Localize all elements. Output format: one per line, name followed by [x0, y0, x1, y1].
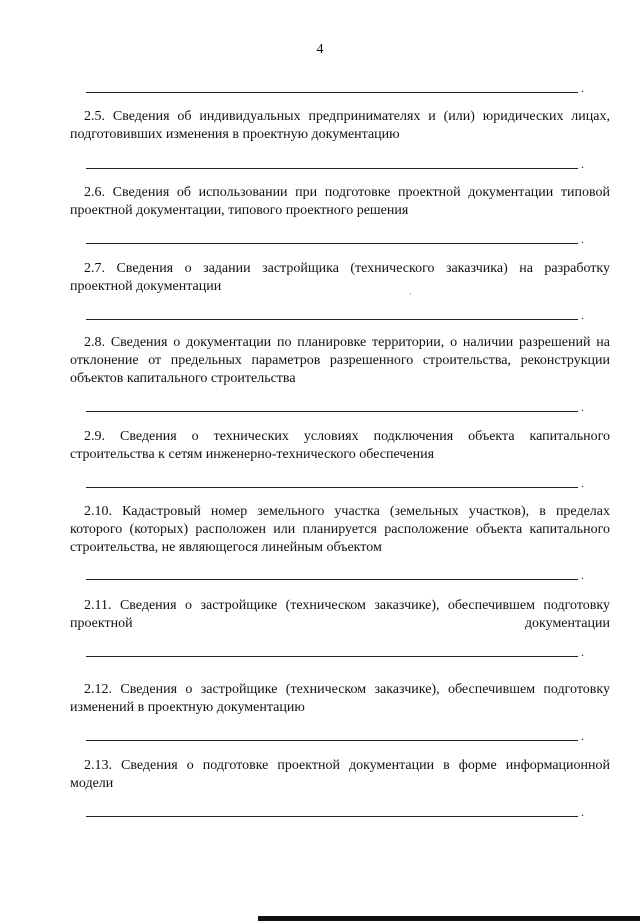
section-number: 2.8. — [84, 335, 105, 350]
section-text: Сведения об индивидуальных предпринимателях и (или) юридических лицах, подготовивших изменения в проектную документацию — [70, 109, 610, 142]
line-end-mark: . — [581, 645, 584, 659]
section-2-5 — [70, 108, 610, 144]
section-text: Кадастровый номер земельного участка (земельных участков), в пределах которого (которых) расположен или планируется расположение объекта капитального строительства, не являющегося линейным объектом — [70, 504, 611, 555]
line-end-mark: . — [581, 308, 584, 322]
page-number: 4 — [316, 42, 324, 57]
section-number: 2.7. — [84, 261, 105, 276]
section-number: 2.13. — [84, 758, 112, 773]
fill-line — [86, 308, 584, 322]
section-text: Сведения о застройщике (техническом заказчике), обеспечившем подготовку проектной документации — [70, 598, 611, 631]
section-text: Сведения о документации по планировке территории, о наличии разрешений на отклонение от предельных параметров разрешенного строительства, реконструкции объектов капитального строительства — [70, 335, 610, 386]
stray-mark: · — [409, 289, 412, 299]
section-text: Сведения о застройщике (техническом заказчике), обеспечившем подготовку изменений в проектную документацию — [70, 682, 610, 715]
section-2-11 — [70, 597, 610, 633]
line-end-mark: . — [581, 729, 584, 743]
fill-line — [86, 81, 584, 95]
section-2-7 — [70, 260, 610, 296]
section-number: 2.12. — [84, 682, 112, 697]
line-end-mark: . — [581, 805, 584, 819]
scan-edge-shadow — [258, 916, 640, 921]
section-2-13 — [70, 757, 610, 793]
fill-line — [86, 568, 584, 582]
fill-line — [86, 645, 584, 659]
line-end-mark: . — [581, 568, 584, 582]
section-text: Сведения о задании застройщика (технического заказчика) на разработку проектной документации — [70, 261, 610, 294]
line-end-mark: . — [581, 232, 584, 246]
section-number: 2.9. — [84, 429, 105, 444]
section-text: Сведения о технических условиях подключения объекта капитального строительства к сетям инженерно-технического обеспечения — [70, 429, 610, 462]
section-2-9 — [70, 428, 610, 464]
section-text: Сведения об использовании при подготовке проектной документации типовой проектной документации, типового проектного решения — [70, 185, 610, 218]
section-2-6 — [70, 184, 610, 220]
section-text: Сведения о подготовке проектной документации в форме информационной модели — [70, 758, 611, 791]
fill-line — [86, 729, 584, 743]
line-end-mark: . — [581, 476, 584, 490]
section-number: 2.6. — [84, 185, 105, 200]
section-number: 2.5. — [84, 109, 105, 124]
fill-line — [86, 400, 584, 414]
fill-line — [86, 232, 584, 246]
section-number: 2.11. — [84, 598, 112, 613]
fill-line — [86, 805, 584, 819]
section-2-10 — [70, 503, 610, 557]
line-end-mark: . — [581, 400, 584, 414]
line-end-mark: . — [581, 157, 584, 171]
section-number: 2.10. — [84, 504, 112, 519]
section-2-12 — [70, 681, 610, 717]
line-end-mark: . — [581, 81, 584, 95]
fill-line — [86, 476, 584, 490]
section-2-8 — [70, 334, 610, 388]
fill-line — [86, 157, 584, 171]
